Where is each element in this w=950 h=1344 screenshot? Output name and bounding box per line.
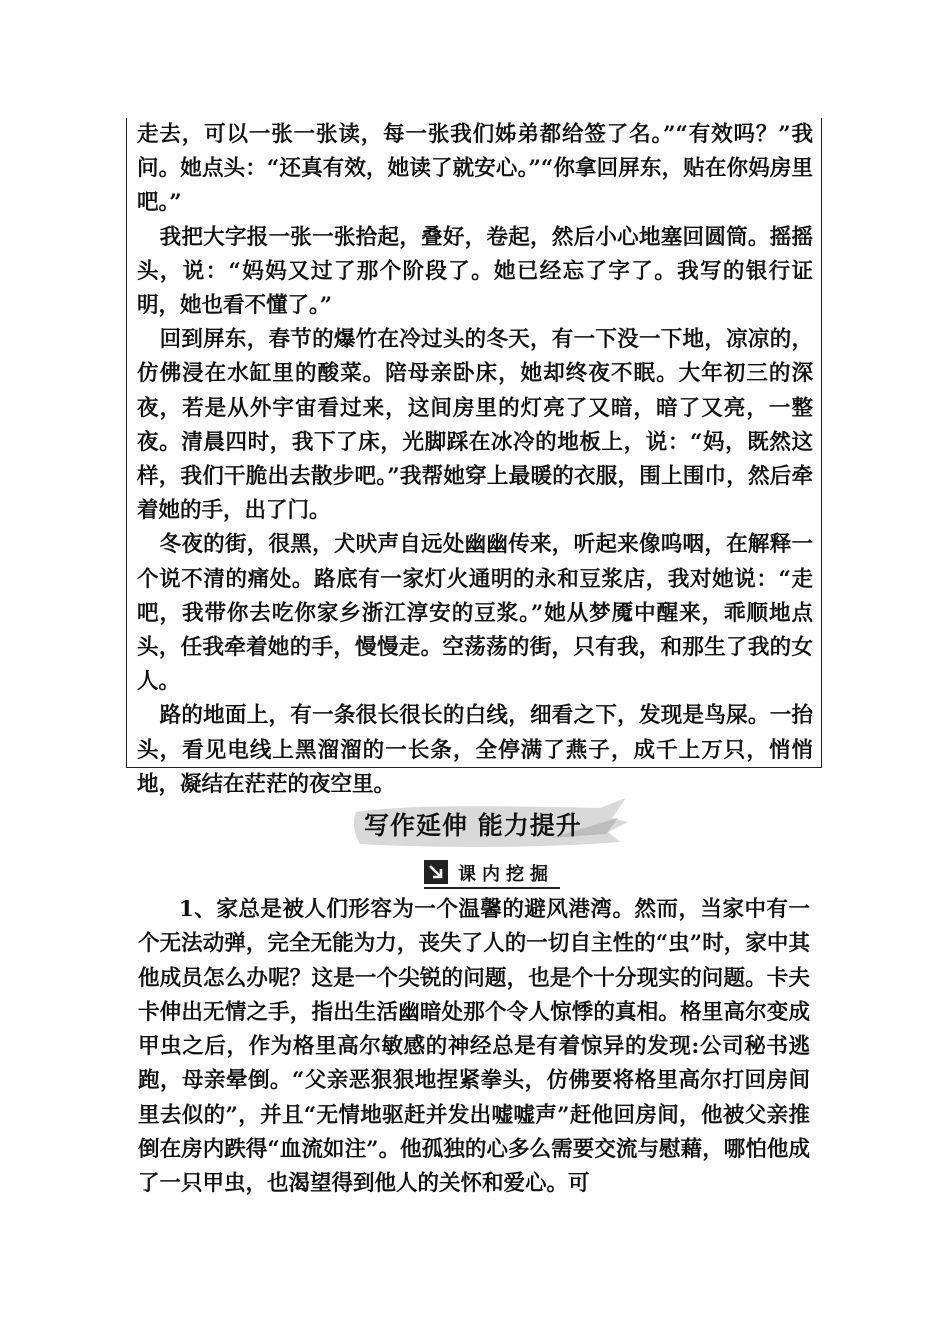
arrow-down-right-icon [424,860,448,884]
subsection-label: 课内挖掘 [458,864,554,885]
section-banner [350,798,630,852]
passage-paragraph: 回到屏东，春节的爆竹在冷过头的冬天，有一下没一下地，凉凉的，仿佛浸在水缸里的酸菜。陪母亲卧床，她却终夜不眠。大年初三的深夜，若是从外宇宙看过来，这间房里的灯亮了又暗，暗了又亮，一整夜。清晨四时，我下了床，光脚踩在冰冷的地板上，说：“妈，既然这样，我们干脆出去散步吧。”我帮她穿上最暖的衣服，围上围巾，然后牵着她的手，出了门。 [137,327,813,524]
subsection-underline [424,887,560,889]
passage-paragraph: 冬夜的街，很黑，犬吠声自远处幽幽传来，听起来像呜咽，在解释一个说不清的痛处。路底有一家灯火通明的永和豆浆店，我对她说：“走吧，我带你去吃你家乡浙江淳安的豆浆。”她从梦魇中醒来，乖顺地点头，任我牵着她的手，慢慢走。空荡荡的街，只有我，和那生了我的女人。 [137,532,813,695]
passage-paragraph: 走去，可以一张一张读，每一张我们姊弟都给签了名。”“有效吗？”我问。她点头：“还真有效，她读了就安心。”“你拿回屏东，贴在你妈房里吧。” [137,122,813,216]
reading-passage-box [126,118,822,797]
passage-paragraph: 我把大字报一张一张拾起，叠好，卷起，然后小心地塞回圆筒。摇摇头，说：“妈妈又过了那个阶段了。她已经忘了字了。我写的银行证明，她也看不懂了。” [137,224,813,319]
passage-paragraph: 路的地面上，有一条很长很长的白线，细看之下，发现是鸟屎。一抬头，看见电线上黑溜溜的一长条，全停满了燕子，成千上万只，悄悄地，凝结在茫茫的夜空里。 [137,703,813,797]
main-paragraph: 1、家总是被人们形容为一个温馨的避风港湾。然而，当家中有一个无法动弹，完全无能为力，丧失了人的一切自主性的“虫”时，家中其他成员怎么办呢？这是一个尖锐的问题，也是个十分现实的问题。卡夫卡伸出无情之手，指出生活幽暗处那个令人惊悸的真相。格里高尔变成甲虫之后，作为格里高尔敏感的神经总是有着惊异的发现:公司秘书逃跑，母亲晕倒。“父亲恶狠狠地捏紧拳头，仿佛要将格里高尔打回房间里去似的”，并且“无情地驱赶并发出嘘嘘声”赶他回房间，他被父亲推倒在房内跌得“血流如注”。他孤独的心多么需要交流与慰藉，哪怕他成了一只甲虫，也渴望得到他人的关怀和爱心。可 [138,897,810,1197]
section-title: 写作延伸 能力提升 [364,811,582,840]
main-text [138,893,810,1202]
subsection-heading [424,858,560,888]
